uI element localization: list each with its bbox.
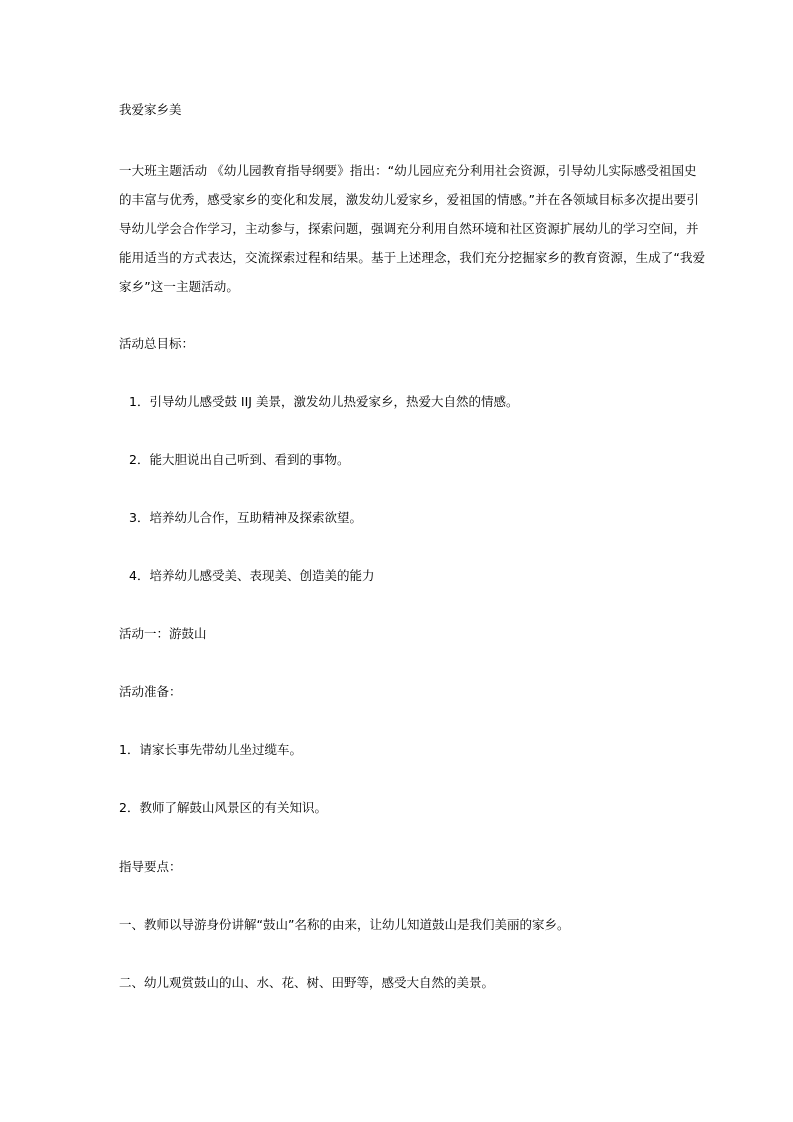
guide-item: 一、教师以导游身份讲解“鼓山”名称的由来，让幼儿知道鼓山是我们美丽的家乡。 xyxy=(119,917,570,932)
prep-item: 2．教师了解鼓山风景区的有关知识。 xyxy=(119,800,327,815)
intro-paragraph xyxy=(119,156,706,301)
goal-item: 2．能大胆说出自己听到、看到的事物。 xyxy=(129,452,350,467)
goal-item: 3．培养幼儿合作，互助精神及探索欲望。 xyxy=(129,510,362,525)
prep-heading: 活动准备： xyxy=(119,684,182,699)
prep-item: 1．请家长事先带幼儿坐过缆车。 xyxy=(119,742,302,757)
activity-one-heading: 活动一：游鼓山 xyxy=(119,626,207,641)
guide-item: 二、幼儿观赏鼓山的山、水、花、树、田野等，感受大自然的美景。 xyxy=(119,975,495,990)
intro-line: 家乡”这一主题活动。 xyxy=(119,279,239,294)
goal-item: 1．引导幼儿感受鼓 IIJ 美景，激发幼儿热爱家乡，热爱大自然的情感。 xyxy=(129,394,519,409)
intro-line: 能用适当的方式表达，交流探索过程和结果。基于上述理念，我们充分挖掘家乡的教育资源，生成了“我爱 xyxy=(119,250,706,265)
guide-heading: 指导要点： xyxy=(119,859,182,874)
intro-line: 导幼儿学会合作学习，主动参与，探索问题，强调充分利用自然环境和社区资源扩展幼儿的学习空间，并 xyxy=(119,221,699,236)
goals-heading: 活动总目标： xyxy=(119,336,195,351)
document-title: 我爱家乡美 xyxy=(119,102,182,117)
goal-item: 4．培养幼儿感受美、表现美、创造美的能力 xyxy=(129,568,375,583)
intro-line: 的丰富与优秀，感受家乡的变化和发展，激发幼儿爱家乡，爱祖国的情感。”并在各领域目标多次提出要引 xyxy=(119,192,699,207)
intro-line: 一大班主题活动 《幼儿园教育指导纲要》指出：“幼儿园应充分利用社会资源，引导幼儿实际感受祖国史 xyxy=(119,163,697,178)
